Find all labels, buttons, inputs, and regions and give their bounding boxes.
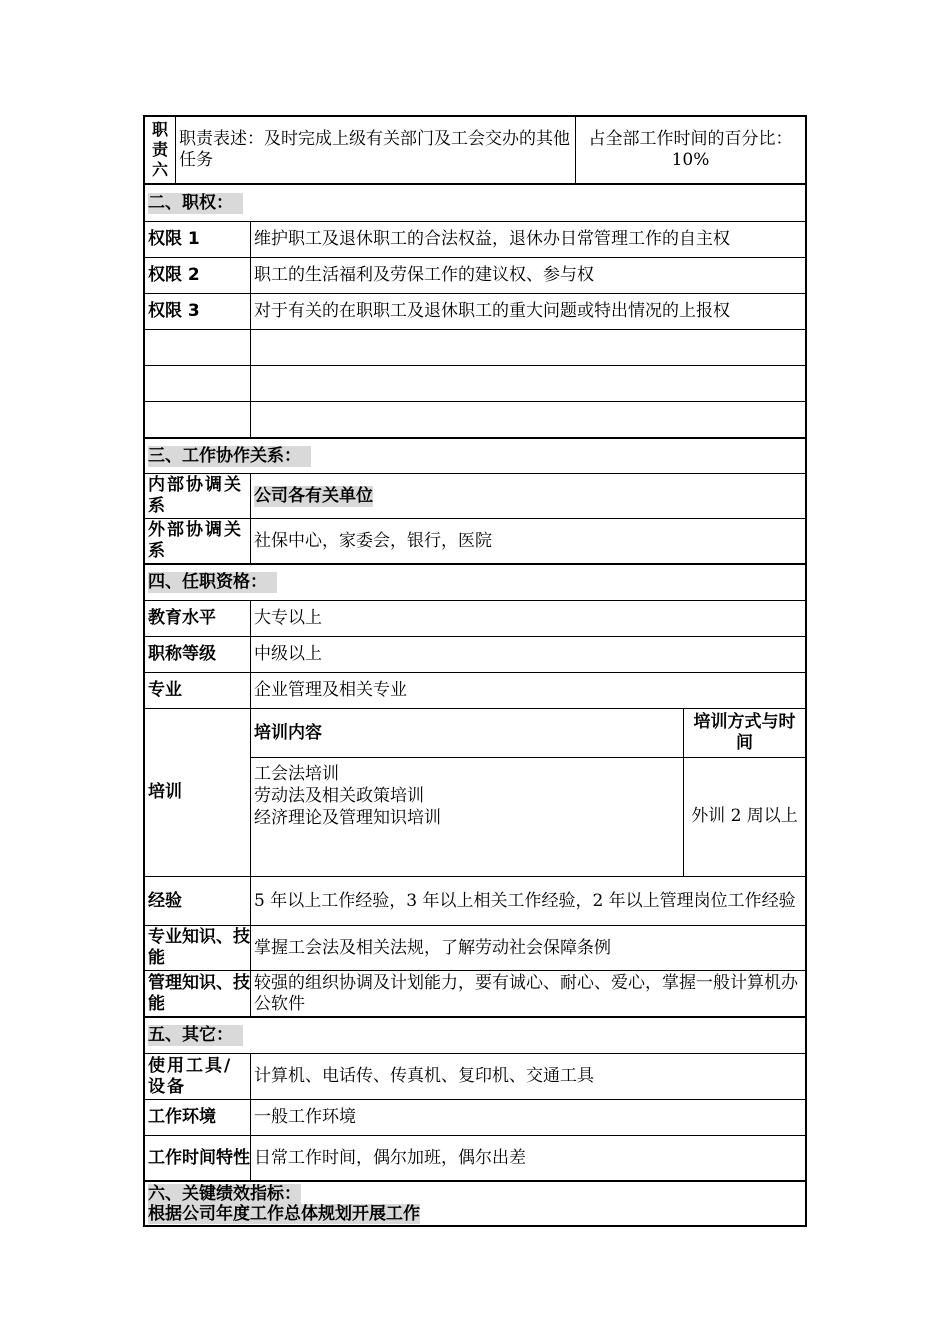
external-coordination-label xyxy=(145,519,251,563)
training-row xyxy=(145,709,805,877)
management-skill-label xyxy=(145,971,251,1016)
environment-label: 工作环境 xyxy=(145,1100,251,1135)
management-skill-row xyxy=(145,971,805,1018)
external-coordination-value: 社保中心，家委会，银行，医院 xyxy=(254,530,492,551)
experience-value xyxy=(251,877,805,925)
training-content: 工会法培训 劳动法及相关政策培训 经济理论及管理知识培训 xyxy=(251,757,684,876)
management-skill-value xyxy=(251,971,805,1016)
empty-cell xyxy=(251,330,805,365)
worktime-label-text: 工作时间特性 xyxy=(148,1147,250,1168)
authority-label: 权限 1 xyxy=(145,222,251,257)
training-label: 培训 xyxy=(145,709,251,876)
major-row xyxy=(145,673,805,709)
duty6-description xyxy=(176,117,576,183)
title-level-row xyxy=(145,637,805,673)
internal-coordination-value-text: 公司各有关单位 xyxy=(254,485,373,506)
experience-row xyxy=(145,877,805,926)
professional-skill-row xyxy=(145,926,805,971)
management-skill-label-text: 管理知识、技能 xyxy=(148,972,250,1014)
external-coordination-row xyxy=(145,519,805,565)
professional-skill-value: 掌握工会法及相关法规，了解劳动社会保障条例 xyxy=(254,937,611,958)
section5-title: 五、其它： xyxy=(148,1025,243,1046)
internal-coordination-value xyxy=(251,474,805,518)
section2-header xyxy=(145,185,805,222)
internal-coordination-label xyxy=(145,474,251,518)
training-method-header xyxy=(684,709,805,757)
professional-skill-label xyxy=(145,926,251,970)
external-coordination-label-text: 外部协调关系 xyxy=(148,520,243,561)
authority-value: 维护职工及退休职工的合法权益，退休办日常管理工作的自主权 xyxy=(254,229,730,249)
empty-cell xyxy=(145,366,251,401)
job-description-table xyxy=(143,115,807,1227)
authority-row xyxy=(145,258,805,294)
major-label: 专业 xyxy=(145,673,251,708)
empty-cell xyxy=(251,402,805,437)
training-body-row xyxy=(251,757,805,876)
worktime-row xyxy=(145,1136,805,1182)
authority-empty-row xyxy=(145,330,805,366)
tools-label-text: 使用工具/设备 xyxy=(148,1055,233,1097)
major-value: 企业管理及相关专业 xyxy=(254,680,407,700)
training-header-row xyxy=(251,709,805,758)
duty6-row xyxy=(145,117,805,185)
duty6-label: 职 责 六 xyxy=(145,117,176,183)
authority-empty-row xyxy=(145,366,805,402)
worktime-value: 日常工作时间，偶尔加班，偶尔出差 xyxy=(254,1147,526,1168)
section2-title: 二、职权： xyxy=(148,193,243,214)
section3-header xyxy=(145,439,805,474)
title-level-value: 中级以上 xyxy=(254,644,322,664)
tools-row xyxy=(145,1054,805,1100)
section6-block xyxy=(145,1182,805,1225)
environment-row xyxy=(145,1100,805,1136)
worktime-label xyxy=(145,1136,251,1180)
empty-cell xyxy=(251,366,805,401)
training-method: 外训 2 周以上 xyxy=(691,806,798,826)
section4-title: 四、任职资格： xyxy=(148,572,277,593)
section3-title: 三、工作协作关系： xyxy=(148,446,311,467)
education-label: 教育水平 xyxy=(145,601,251,636)
tools-label xyxy=(145,1054,251,1099)
section6-content-cell xyxy=(145,1182,805,1225)
authority-value: 职工的生活福利及劳保工作的建议权、参与权 xyxy=(254,265,594,285)
experience-label: 经验 xyxy=(145,877,251,925)
experience-value-text: 5 年以上工作经验，3 年以上相关工作经验，2 年以上管理岗位工作经验 xyxy=(254,890,796,911)
education-row xyxy=(145,601,805,637)
authority-row xyxy=(145,294,805,330)
authority-label: 权限 3 xyxy=(145,294,251,329)
section5-header xyxy=(145,1018,805,1054)
education-value: 大专以上 xyxy=(254,608,322,628)
training-content-header: 培训内容 xyxy=(251,709,684,757)
duty6-description-text: 职责表述：及时完成上级有关部门及工会交办的其他任务 xyxy=(179,129,570,170)
empty-cell xyxy=(145,402,251,437)
section6-content: 根据公司年度工作总体规划开展工作 xyxy=(148,1204,420,1224)
professional-skill-label-text: 专业知识、技能 xyxy=(148,927,250,968)
authority-value: 对于有关的在职职工及退休职工的重大问题或特出情况的上报权 xyxy=(254,301,730,321)
internal-coordination-label-text: 内部协调关系 xyxy=(148,475,243,516)
authority-empty-row xyxy=(145,402,805,439)
section6-title: 六、关键绩效指标： xyxy=(148,1184,301,1204)
internal-coordination-row xyxy=(145,474,805,519)
authority-row xyxy=(145,222,805,258)
training-method-header-text: 培训方式与时间 xyxy=(693,712,796,753)
management-skill-value-text: 较强的组织协调及计划能力，要有诚心、耐心、爱心，掌握一般计算机办公软件 xyxy=(254,972,798,1014)
tools-value: 计算机、电话传、传真机、复印机、交通工具 xyxy=(254,1066,594,1086)
empty-cell xyxy=(145,330,251,365)
duty6-time-share-text: 占全部工作时间的百分比：10% xyxy=(588,129,793,170)
environment-value: 一般工作环境 xyxy=(254,1107,356,1127)
section4-header xyxy=(145,565,805,601)
title-level-label: 职称等级 xyxy=(145,637,251,672)
duty6-time-share xyxy=(576,117,805,183)
authority-label: 权限 2 xyxy=(145,258,251,293)
training-subtable xyxy=(251,709,805,876)
